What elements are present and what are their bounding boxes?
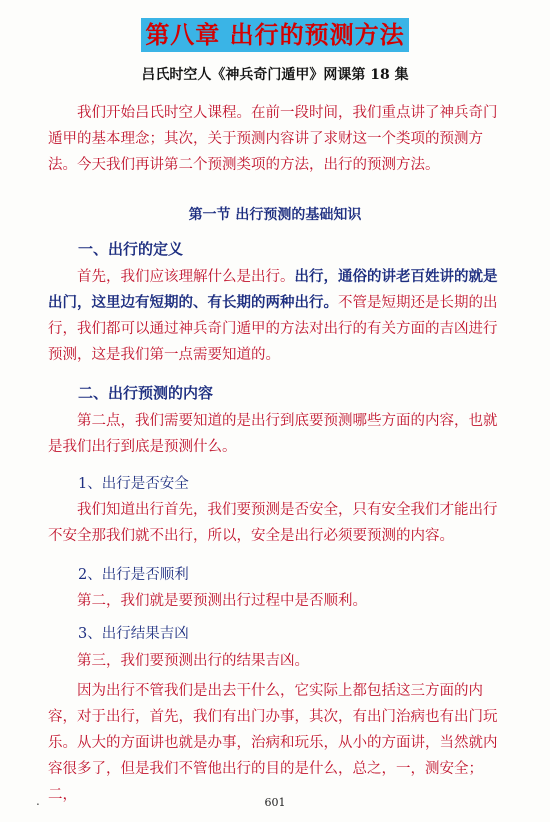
subtitle: 吕氏时空人《神兵奇门遁甲》网课第 18 集 bbox=[141, 67, 409, 83]
heading-result: 3、出行结果吉凶 bbox=[78, 626, 189, 642]
heading-definition: 一、出行的定义 bbox=[78, 240, 184, 258]
safety-paragraph: 我们知道出行首先，我们要预测是否安全，只有安全我们才能出行不安全那我们就不出行，所以，安全是出行必须要预测的内容。 bbox=[48, 502, 498, 544]
content-paragraph: 第二点，我们需要知道的是出行到底要预测哪些方面的内容，也就是我们出行到底是预测什么。 bbox=[48, 413, 498, 455]
final-paragraph: 因为出行不管我们是出去干什么，它实际上都包括这三方面的内容，对于出行，首先，我们有出门办事，其次，有出门治病也有出门玩乐。从大的方面讲也就是办事，治病和玩乐，从小的方面讲，当然就内容很多了，但是我们不管他出行的目的是什么，总之，一，测安全；二， bbox=[48, 683, 498, 803]
definition-sentence-2: 出行，通俗的讲老百姓讲的就是出门，这里边有短期的、有长期的两种出行。 bbox=[48, 268, 498, 311]
definition-paragraph bbox=[48, 264, 510, 368]
heading-content: 二、出行预测的内容 bbox=[78, 384, 214, 402]
page-number: 601 bbox=[264, 796, 286, 809]
definition-sentence-1: 首先，我们应该理解什么是出行。 bbox=[77, 269, 295, 285]
smooth-paragraph: 第二，我们就是要预测出行过程中是否顺利。 bbox=[77, 593, 367, 609]
chapter-title-text: 第八章 出行的预测方法 bbox=[141, 18, 408, 52]
heading-smooth: 2、出行是否顺利 bbox=[78, 567, 189, 583]
intro-paragraph: 我们开始吕氏时空人课程。在前一段时间，我们重点讲了神兵奇门遁甲的基本理念；其次，关于预测内容讲了求财这一个类项的预测方法。今天我们再讲第二个预测类项的方法，出行的预测方法。 bbox=[48, 105, 498, 173]
chapter-title bbox=[0, 18, 550, 52]
heading-safety: 1、出行是否安全 bbox=[78, 476, 189, 492]
definition-sentence-3: 不管是短期还是长期的出行，我们都可以通过神兵奇门遁甲的方法对出行的有关方面的吉凶进行预测，这是我们第一点需要知道的。 bbox=[48, 295, 498, 363]
result-paragraph: 第三，我们要预测出行的结果吉凶。 bbox=[77, 653, 309, 669]
section-heading: 第一节 出行预测的基础知识 bbox=[188, 207, 362, 223]
stray-dot: . bbox=[36, 794, 40, 808]
